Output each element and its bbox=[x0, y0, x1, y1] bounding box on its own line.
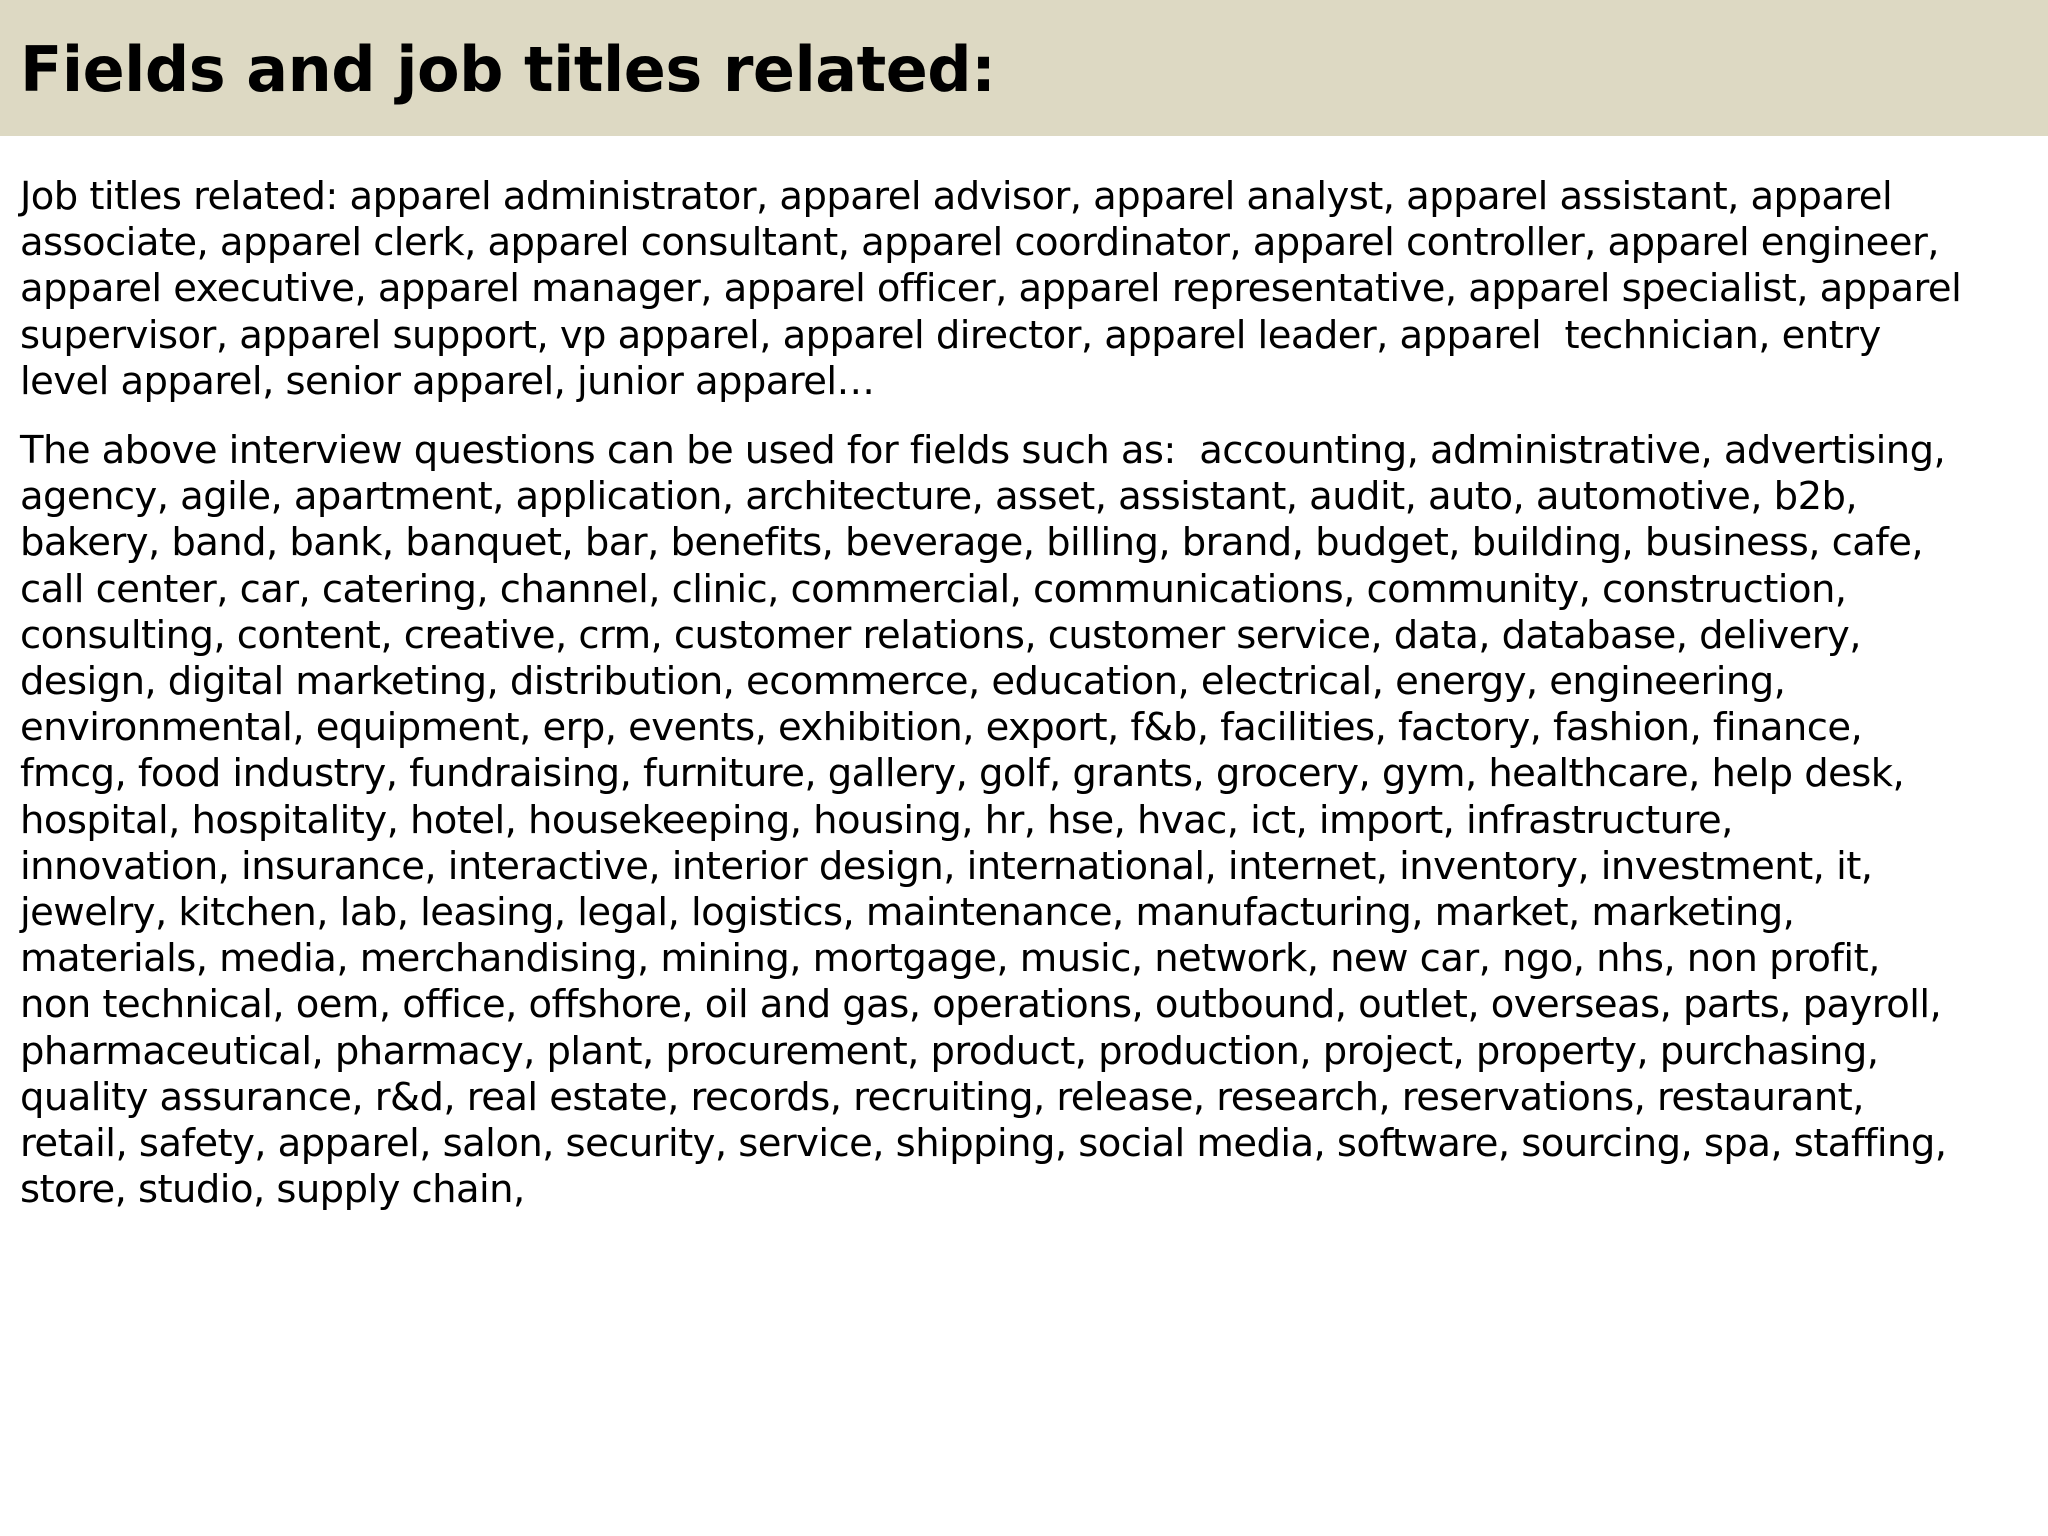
text-line: non technical, oem, office, offshore, oil and gas, operations, outbound, outlet, overseas, parts, payroll, bbox=[20, 982, 1942, 1028]
text-line: design, digital marketing, distribution, ecommerce, education, electrical, energy, engineering, bbox=[20, 659, 1786, 705]
text-line: supervisor, apparel support, vp apparel, apparel director, apparel leader, apparel technician, entry bbox=[20, 312, 1881, 358]
text-line: consulting, content, creative, crm, customer relations, customer service, data, database, delivery, bbox=[20, 612, 1861, 658]
text-line: The above interview questions can be used for fields such as: accounting, administrative, advertising, bbox=[20, 428, 1946, 474]
text-line: fmcg, food industry, fundraising, furniture, gallery, golf, grants, grocery, gym, healthcare, help desk, bbox=[20, 751, 1905, 797]
slide-body bbox=[20, 174, 2028, 1213]
text-line: pharmaceutical, pharmacy, plant, procurement, product, production, project, property, purchasing, bbox=[20, 1028, 1879, 1074]
text-line: environmental, equipment, erp, events, exhibition, export, f&b, facilities, factory, fashion, finance, bbox=[20, 705, 1863, 751]
text-line: retail, safety, apparel, salon, security, service, shipping, social media, software, sourcing, spa, staffing, bbox=[20, 1121, 1947, 1167]
slide-title: Fields and job titles related: bbox=[20, 33, 996, 106]
text-line: call center, car, catering, channel, clinic, commercial, communications, community, construction, bbox=[20, 566, 1847, 612]
text-line: materials, media, merchandising, mining, mortgage, music, network, new car, ngo, nhs, non profit, bbox=[20, 936, 1880, 982]
text-line: associate, apparel clerk, apparel consultant, apparel coordinator, apparel controller, apparel engineer, bbox=[20, 220, 1939, 266]
text-line: bakery, band, bank, banquet, bar, benefits, beverage, billing, brand, budget, building, business, cafe, bbox=[20, 520, 1924, 566]
text-line: quality assurance, r&d, real estate, records, recruiting, release, research, reservations, restaurant, bbox=[20, 1074, 1864, 1120]
text-line: Job titles related: apparel administrator, apparel advisor, apparel analyst, apparel assistant, apparel bbox=[20, 174, 1893, 219]
text-line: store, studio, supply chain, bbox=[20, 1167, 525, 1213]
fields-paragraph bbox=[20, 428, 2028, 1213]
job-titles-paragraph bbox=[20, 174, 2028, 405]
title-bar bbox=[0, 0, 2048, 136]
text-line: level apparel, senior apparel, junior apparel… bbox=[20, 358, 875, 404]
text-line: agency, agile, apartment, application, architecture, asset, assistant, audit, auto, automotive, b2b, bbox=[20, 474, 1858, 520]
text-line: jewelry, kitchen, lab, leasing, legal, logistics, maintenance, manufacturing, market, marketing, bbox=[20, 890, 1795, 936]
text-line: hospital, hospitality, hotel, housekeeping, housing, hr, hse, hvac, ict, import, infrastructure, bbox=[20, 797, 1733, 843]
text-line: apparel executive, apparel manager, apparel officer, apparel representative, apparel specialist, apparel bbox=[20, 266, 1962, 312]
text-line: innovation, insurance, interactive, interior design, international, internet, inventory, investment, it, bbox=[20, 843, 1873, 889]
